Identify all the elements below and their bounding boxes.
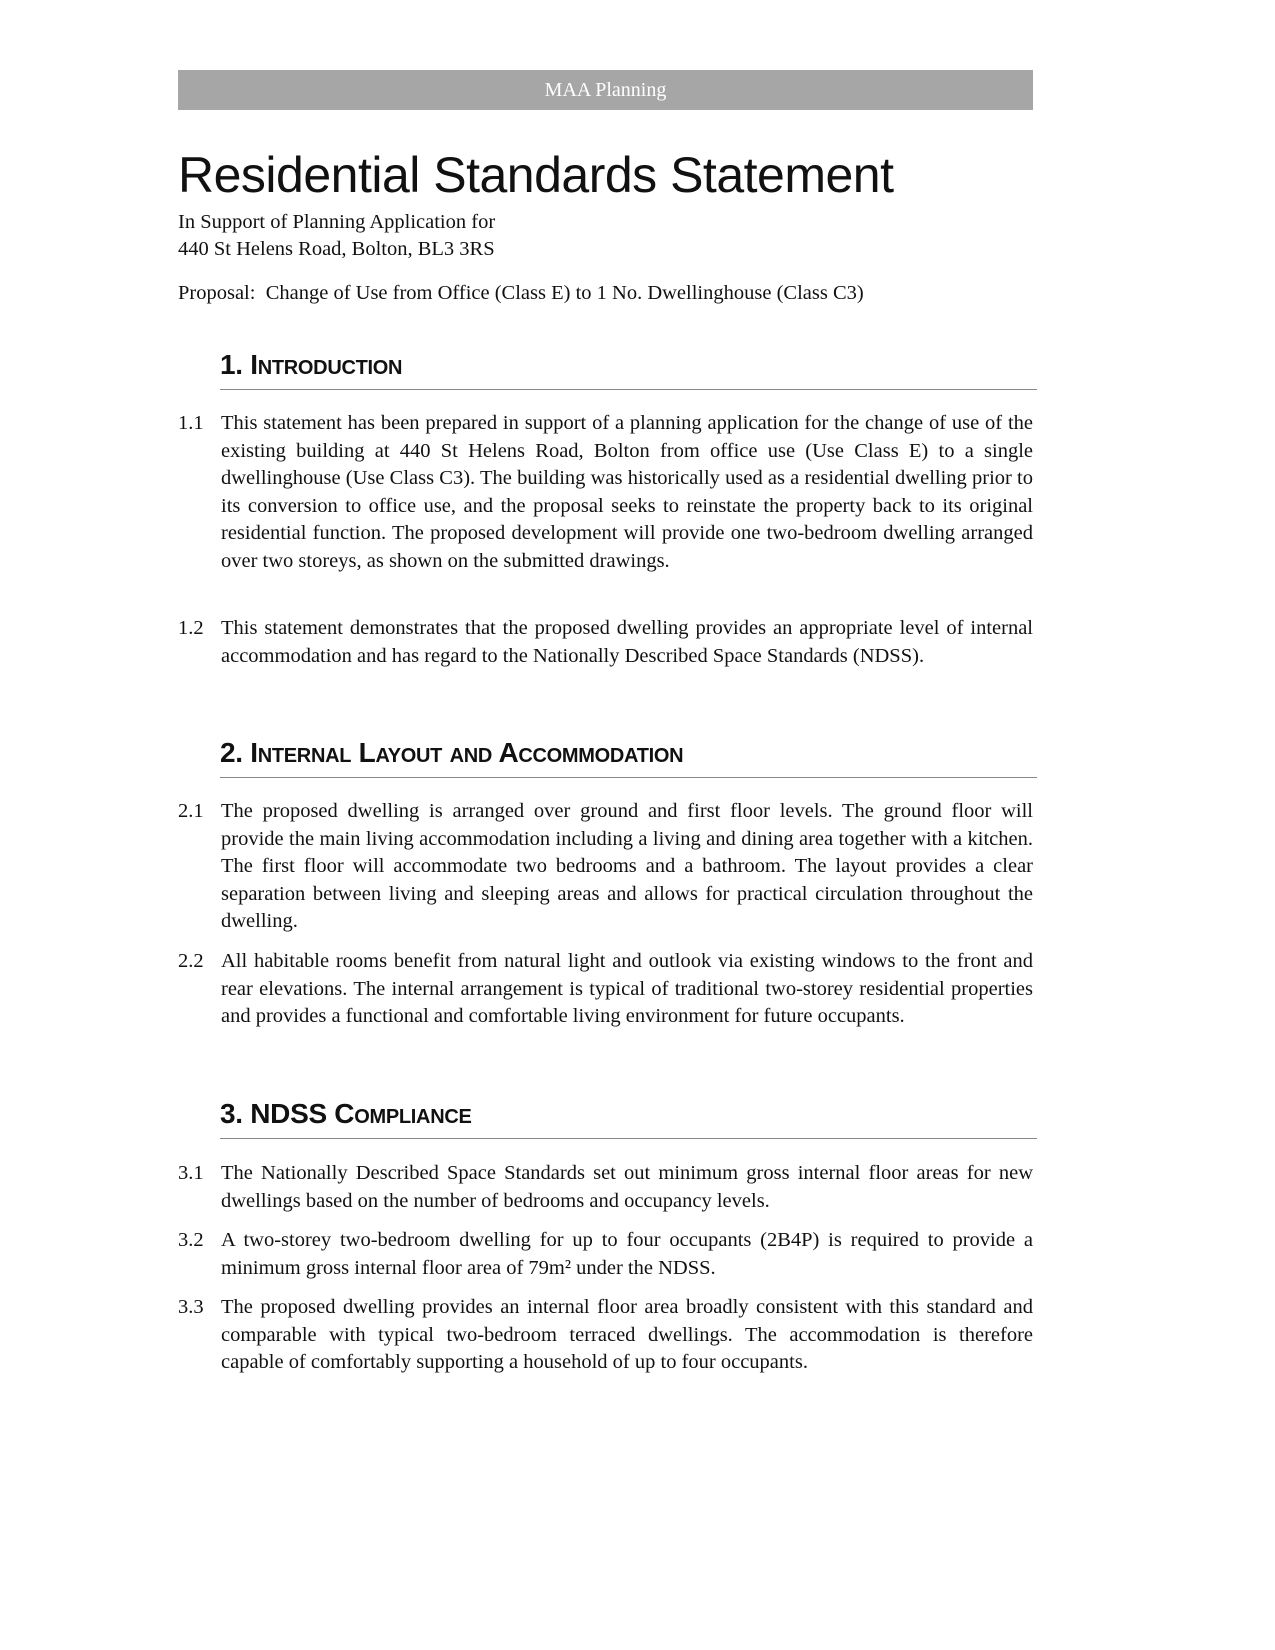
section-heading-internal-layout: 2. Internal Layout and Accommodation — [220, 737, 1037, 778]
paragraph-text: A two-storey two-bedroom dwelling for up to four occupants (2B4P) is required to provide a minimum gross internal floor area of 79m² under the NDSS. — [221, 1229, 1033, 1279]
paragraph-text: This statement has been prepared in support of a planning application for the change of use of the existing building at 440 St Helens Road, Bolton from office use (Use Class E) to a single dwellinghouse (Use Class C3). The building was historically used as a residential dwelling prior to its conversion to office use, and the proposal seeks to reinstate the property back to its original residential function. The proposed development will provide one two-bedroom dwelling arranged over two storeys, as shown on the submitted drawings. — [221, 412, 1033, 572]
subtitle-line: In Support of Planning Application for — [178, 211, 496, 233]
section-heading-introduction: 1. Introduction — [220, 349, 1037, 390]
paragraph-text: The proposed dwelling provides an internal floor area broadly consistent with this standard and comparable with typical two-bedroom terraced dwellings. The accommodation is therefore capable of comfortably supporting a household of up to four occupants. — [221, 1296, 1033, 1373]
paragraph — [178, 615, 1033, 670]
paragraph-text: The Nationally Described Space Standards set out minimum gross internal floor areas for new dwellings based on the number of bedrooms and occupancy levels. — [221, 1162, 1033, 1212]
paragraph-number: 1.2 — [178, 617, 204, 639]
site-address: 440 St Helens Road, Bolton, BL3 3RS — [178, 238, 495, 260]
paragraph-number: 3.1 — [178, 1162, 204, 1184]
paragraph-number: 2.1 — [178, 800, 204, 822]
paragraph-number: 2.2 — [178, 950, 204, 972]
paragraph-number: 3.2 — [178, 1229, 204, 1251]
document-title: Residential Standards Statement — [178, 147, 894, 203]
running-header: MAA Planning — [178, 70, 1033, 110]
paragraph — [178, 1294, 1033, 1377]
paragraph — [178, 948, 1033, 1031]
paragraph-number: 1.1 — [178, 412, 204, 434]
paragraph — [178, 1160, 1033, 1215]
paragraph-text: All habitable rooms benefit from natural light and outlook via existing windows to the front and rear elevations. The internal arrangement is typical of traditional two-storey residential properties and provides a functional and comfortable living environment for future occupants. — [221, 950, 1033, 1027]
paragraph — [178, 1227, 1033, 1282]
section-heading-ndss-compliance: 3. NDSS Compliance — [220, 1098, 1037, 1139]
paragraph — [178, 410, 1033, 575]
paragraph-text: This statement demonstrates that the proposed dwelling provides an appropriate level of internal accommodation and has regard to the Nationally Described Space Standards (NDSS). — [221, 617, 1033, 667]
paragraph — [178, 798, 1033, 936]
paragraph-text: The proposed dwelling is arranged over ground and first floor levels. The ground floor will provide the main living accommodation including a living and dining area together with a kitchen. The first floor will accommodate two bedrooms and a bathroom. The layout provides a clear separation between living and sleeping areas and allows for practical circulation throughout the dwelling. — [221, 800, 1033, 932]
paragraph-number: 3.3 — [178, 1296, 204, 1318]
proposal-line: Proposal: Change of Use from Office (Class E) to 1 No. Dwellinghouse (Class C3) — [178, 282, 864, 304]
